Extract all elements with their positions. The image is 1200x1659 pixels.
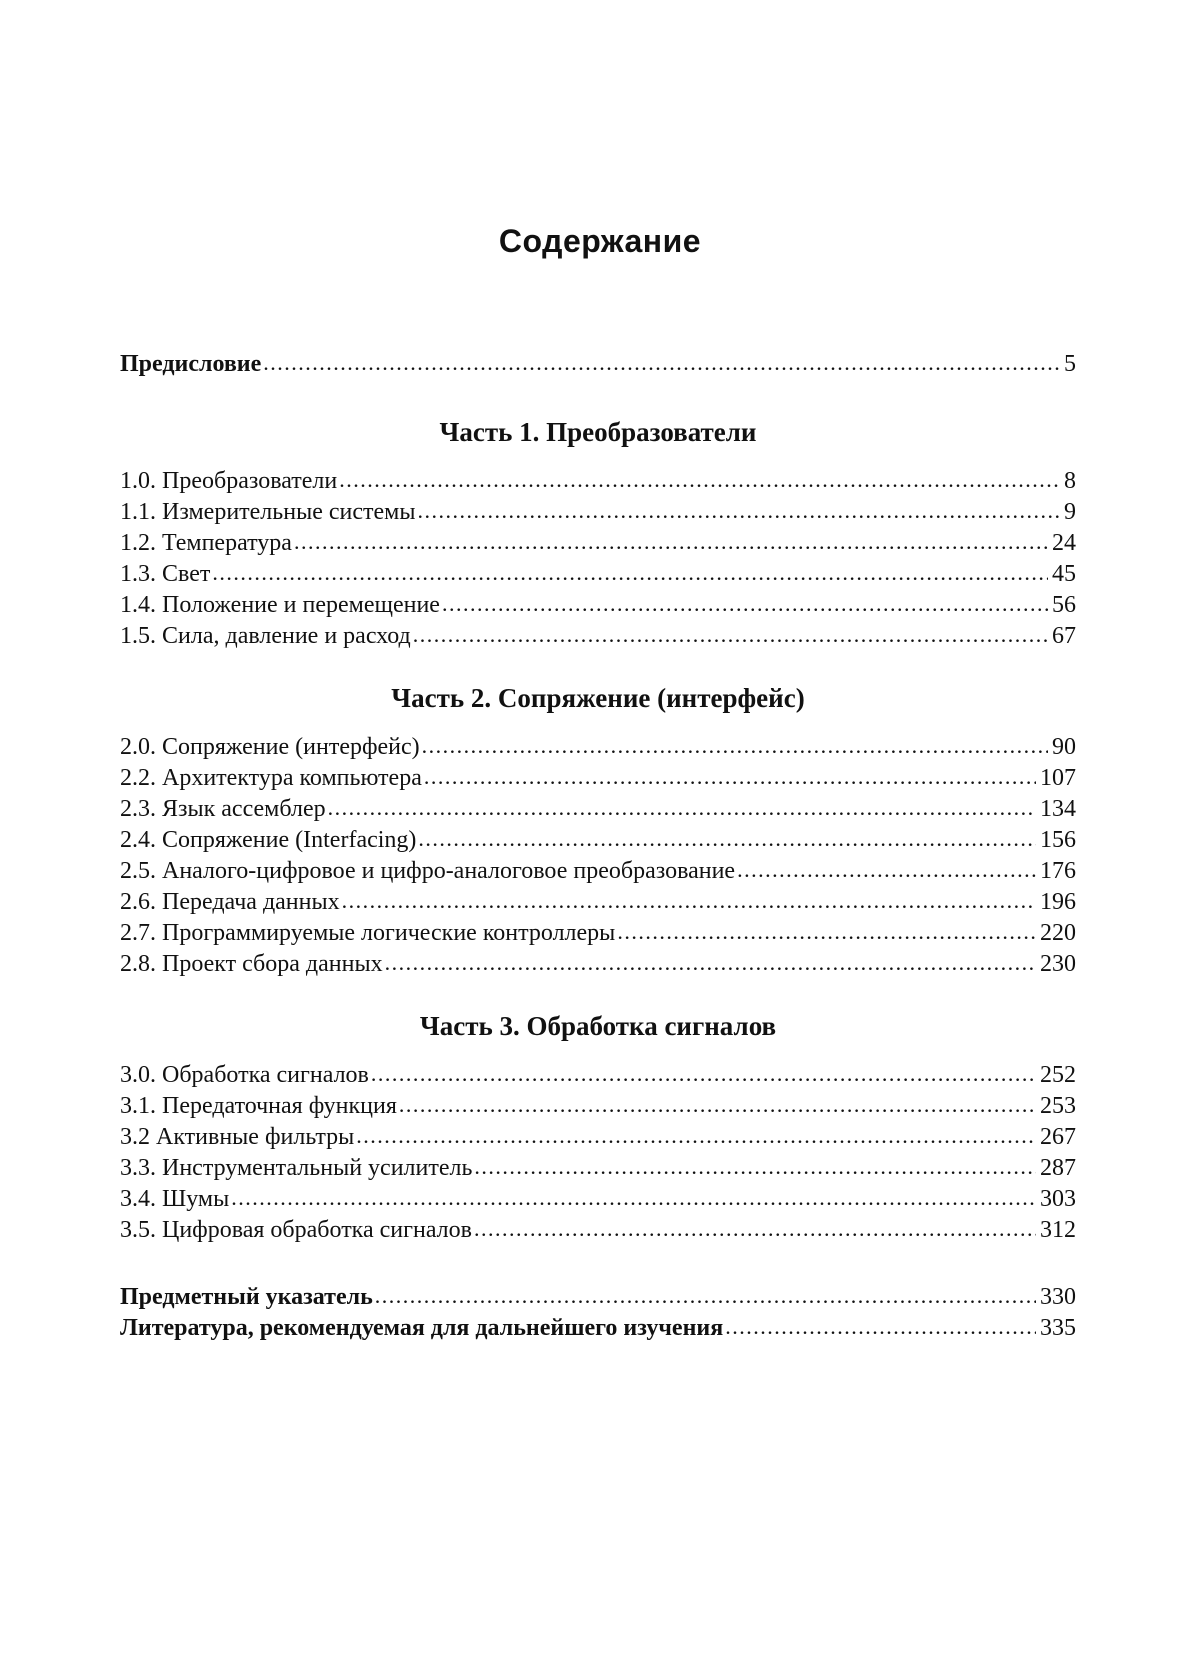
toc-entry[interactable] xyxy=(120,824,1076,855)
dot-leader xyxy=(617,916,1036,948)
toc-entry[interactable] xyxy=(120,1121,1076,1152)
toc-entry[interactable] xyxy=(120,465,1076,496)
dot-leader xyxy=(737,854,1036,886)
toc-entry-preface[interactable] xyxy=(120,348,1076,379)
toc-entry[interactable] xyxy=(120,1059,1076,1090)
toc-entry-page: 230 xyxy=(1040,951,1076,977)
toc-entry-label: 2.2. Архитектура компьютера xyxy=(120,765,422,791)
toc-entry-page: 287 xyxy=(1040,1155,1076,1181)
toc-entry-label: 3.3. Инструментальный усилитель xyxy=(120,1155,473,1181)
toc-entry[interactable] xyxy=(120,731,1076,762)
toc-entry-page: 90 xyxy=(1052,734,1076,760)
dot-leader xyxy=(474,1213,1036,1245)
toc-entry[interactable] xyxy=(120,558,1076,589)
toc-entry[interactable] xyxy=(120,793,1076,824)
toc-entry[interactable] xyxy=(120,1152,1076,1183)
part-entries xyxy=(120,465,1076,651)
toc-entry-label: 1.2. Температура xyxy=(120,530,292,556)
dot-leader xyxy=(356,1120,1036,1152)
toc-entry-page: 312 xyxy=(1040,1217,1076,1243)
toc-entry-label: Предисловие xyxy=(120,351,262,377)
toc-entry-page: 335 xyxy=(1040,1315,1076,1341)
toc-entry-page: 156 xyxy=(1040,827,1076,853)
toc-entry-label: 1.0. Преобразователи xyxy=(120,468,338,494)
toc-entry-index[interactable] xyxy=(120,1281,1076,1312)
toc-entry[interactable] xyxy=(120,589,1076,620)
dot-leader xyxy=(294,526,1048,558)
toc-entry-label: 2.6. Передача данных xyxy=(120,889,340,915)
toc-entry-page: 196 xyxy=(1040,889,1076,915)
toc-entry[interactable] xyxy=(120,1214,1076,1245)
toc-entry-label: 3.4. Шумы xyxy=(120,1186,230,1212)
toc-entry-label: 2.5. Аналого-цифровое и цифро-аналоговое преобразование xyxy=(120,858,736,884)
toc-entry-label: 1.1. Измерительные системы xyxy=(120,499,416,525)
toc-entry-page: 67 xyxy=(1052,623,1076,649)
toc-entry-page: 220 xyxy=(1040,920,1076,946)
toc-entry-label: 2.3. Язык ассемблер xyxy=(120,796,326,822)
toc-entry[interactable] xyxy=(120,1183,1076,1214)
toc-entry-label: 1.4. Положение и перемещение xyxy=(120,592,440,618)
dot-leader xyxy=(725,1311,1036,1343)
toc-entry[interactable] xyxy=(120,1090,1076,1121)
part-heading: Часть 3. Обработка сигналов xyxy=(419,1011,777,1041)
toc-entry-page: 107 xyxy=(1040,765,1076,791)
toc-entry-label: 2.0. Сопряжение (интерфейс) xyxy=(120,734,420,760)
toc-entry-page: 253 xyxy=(1040,1093,1076,1119)
toc-entry-page: 330 xyxy=(1040,1284,1076,1310)
dot-leader xyxy=(424,761,1036,793)
toc-entry-further-reading[interactable] xyxy=(120,1312,1076,1343)
toc-entry-label: 3.2 Активные фильтры xyxy=(120,1124,355,1150)
toc-entry[interactable] xyxy=(120,527,1076,558)
toc-entry-page: 5 xyxy=(1064,351,1076,377)
toc-entry-page: 24 xyxy=(1052,530,1076,556)
toc-entry-label: 2.8. Проект сбора данных xyxy=(120,951,383,977)
dot-leader xyxy=(231,1182,1036,1214)
dot-leader xyxy=(339,464,1060,496)
toc-entry-label: 3.5. Цифровая обработка сигналов xyxy=(120,1217,472,1243)
toc-entry-page: 267 xyxy=(1040,1124,1076,1150)
toc-entry[interactable] xyxy=(120,620,1076,651)
dot-leader xyxy=(263,347,1060,379)
toc-entry[interactable] xyxy=(120,886,1076,917)
toc-entry-label: 1.3. Свет xyxy=(120,561,211,587)
dot-leader xyxy=(413,619,1048,651)
part-entries xyxy=(120,1059,1076,1245)
toc-entry-page: 252 xyxy=(1040,1062,1076,1088)
dot-leader xyxy=(399,1089,1036,1121)
dot-leader xyxy=(418,823,1036,855)
dot-leader xyxy=(385,947,1036,979)
dot-leader xyxy=(328,792,1036,824)
dot-leader xyxy=(474,1151,1036,1183)
toc-entry-label: 2.4. Сопряжение (Interfacing) xyxy=(120,827,417,853)
toc-entry-page: 303 xyxy=(1040,1186,1076,1212)
toc-entry-page: 134 xyxy=(1040,796,1076,822)
dot-leader xyxy=(375,1280,1036,1312)
toc-entry-page: 176 xyxy=(1040,858,1076,884)
toc-entry-label: Литература, рекомендуемая для дальнейшего изучения xyxy=(120,1315,724,1341)
toc-entry-page: 56 xyxy=(1052,592,1076,618)
dot-leader xyxy=(371,1058,1036,1090)
toc-entry[interactable] xyxy=(120,762,1076,793)
toc-entry[interactable] xyxy=(120,855,1076,886)
page-title: Содержание xyxy=(498,223,702,260)
toc-entry-label: 1.5. Сила, давление и расход xyxy=(120,623,411,649)
part-entries xyxy=(120,731,1076,979)
toc-entry-label: 2.7. Программируемые логические контроллеры xyxy=(120,920,616,946)
toc-entry[interactable] xyxy=(120,948,1076,979)
toc-entry[interactable] xyxy=(120,496,1076,527)
dot-leader xyxy=(212,557,1048,589)
part-heading: Часть 1. Преобразователи xyxy=(439,417,757,447)
toc-entry-page: 8 xyxy=(1064,468,1076,494)
toc-entry-page: 45 xyxy=(1052,561,1076,587)
dot-leader xyxy=(442,588,1048,620)
toc-entry[interactable] xyxy=(120,917,1076,948)
dot-leader xyxy=(342,885,1036,917)
toc-entry-label: Предметный указатель xyxy=(120,1284,373,1310)
toc-entry-label: 3.1. Передаточная функция xyxy=(120,1093,397,1119)
part-heading: Часть 2. Сопряжение (интерфейс) xyxy=(391,683,805,713)
dot-leader xyxy=(417,495,1060,527)
table-of-contents xyxy=(120,348,1076,1343)
toc-entry-label: 3.0. Обработка сигналов xyxy=(120,1062,369,1088)
dot-leader xyxy=(422,730,1048,762)
toc-entry-page: 9 xyxy=(1064,499,1076,525)
